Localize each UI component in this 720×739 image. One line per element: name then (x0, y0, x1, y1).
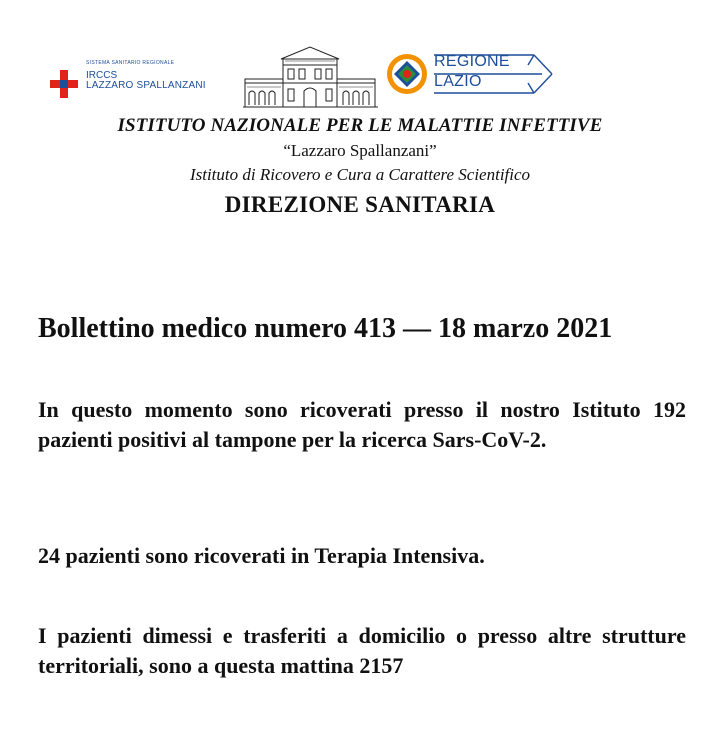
regione-lazio-logo (386, 52, 556, 102)
building-illustration-icon (243, 43, 378, 109)
regione-lazio-emblem-icon (386, 52, 428, 96)
irccs-spallanzani-logo (50, 58, 230, 98)
bulletin-title: Bollettino medico numero 413 — 18 marzo 2021 (38, 313, 613, 344)
institute-dedication: “Lazzaro Spallanzani” (283, 141, 437, 160)
bulletin-paragraph-intensive-care: 24 pazienti sono ricoverati in Terapia Intensiva. (38, 543, 485, 568)
institute-name: ISTITUTO NAZIONALE PER LE MALATTIE INFETTIVE (117, 115, 603, 136)
department-heading: DIREZIONE SANITARIA (224, 192, 496, 217)
logo-row (0, 40, 720, 112)
irccs-system-label: SISTEMA SANITARIO REGIONALE (86, 60, 175, 66)
irccs-label: IRCCS (86, 70, 118, 81)
institute-subtitle: Istituto di Ricovero e Cura a Carattere Scientifico (189, 165, 531, 184)
regione-label: REGIONE (434, 53, 510, 70)
regione-lazio-lines-icon (432, 52, 554, 96)
lazio-label: LAZIO (434, 73, 482, 90)
bulletin-paragraph-discharged: I pazienti dimessi e trasferiti a domicilio o presso altre strutture territoriali, sono a questa mattina 2157 (38, 623, 686, 678)
bulletin-paragraph-hospitalized: In questo momento sono ricoverati presso il nostro Istituto 192 pazienti positivi al tampone per la ricerca Sars-CoV-2. (38, 397, 686, 452)
spallanzani-label: LAZZARO SPALLANZANI (86, 80, 206, 91)
medical-cross-icon (50, 70, 78, 98)
